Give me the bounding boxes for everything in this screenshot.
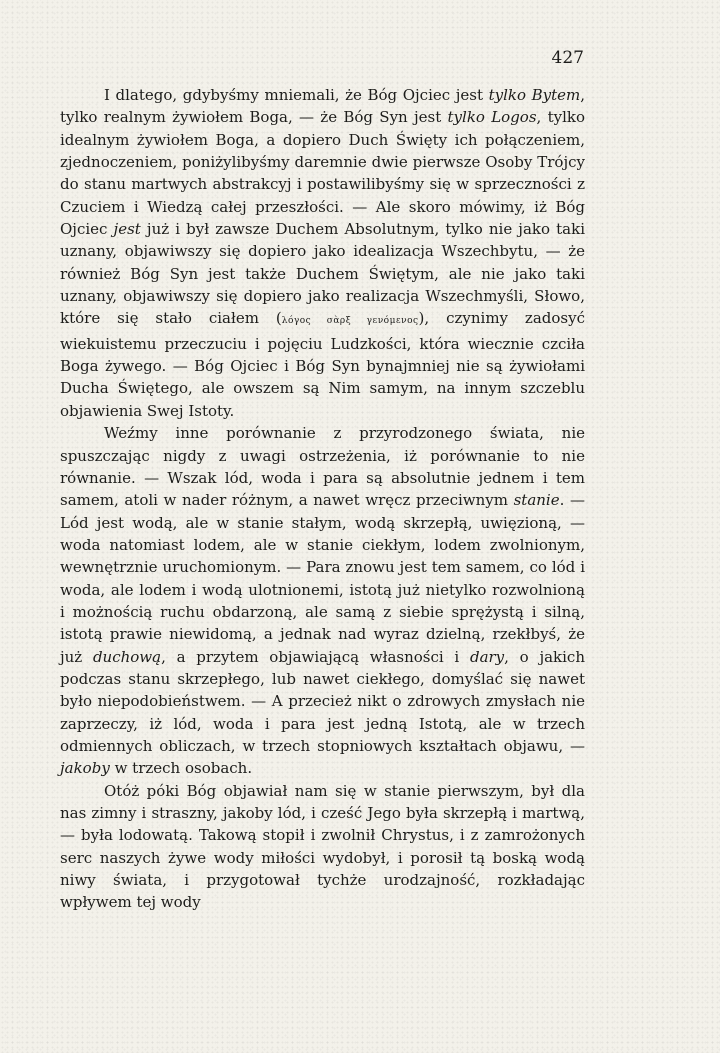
text-span: , tylko realnym żywiołem Boga, — że Bóg Syn jest [60,86,585,127]
text-span: , o jakich podczas stanu skrzepłego, lub nawet ciekłego, domyślać się nawet było niepodobieństwem. — A przecież nikt o zdrowych zmysłach nie zaprzeczy, iż lód, woda i para jest jedną Istotą, ale w trzech odmiennych obliczach, w trzech stopniowych kształtach objawu, — [60,647,585,755]
paragraph [60,422,585,780]
text-span: ), czynimy zadosyć wiekuistemu przeczuciu i pojęciu Ludzkości, która wiecznie czciła Boga żywego. — Bóg Ojciec i Bóg Syn bynajmniej nie są żywiołami Ducha Świętego, ale owszem są Nim samym, na innym szczeblu objawienia Swej Istoty. [60,309,585,420]
page-number: 427 [551,48,584,68]
italic-span: dary [469,647,505,666]
text-span: w trzech osobach. [109,759,253,778]
greek-phrase: λόγος σὰρξ γενόμενος [281,316,419,327]
italic-span: jest [113,220,141,239]
text-span: już i był zawsze Duchem Absolutnym, tylko nie jako taki uznany, objawiwszy się dopiero jako idealizacja Wszechbytu, — że również Bóg Syn jest także Duchem Świętym, ale nie jako taki uznany, objawiwszy się dopiero jako realizacja Wszechmyśli, Słowo, które się stało ciałem ( [60,220,585,328]
text-span: I dlatego, gdybyśmy mniemali, że Bóg Ojciec jest [104,86,489,104]
text-span: Otóż póki Bóg objawiał nam się w stanie pierwszym, był dla nas zimny i straszny, jakoby lód, i cześć Jego była skrzepłą i martwą, — była lodowatą. Takową stopił i zwolnił Chrystus, i z zamrożonych serc naszych żywe wody miłości wydobył, i porosił tą boską wodą niwy świata, i przygotował tychże urodzajność, rozkładając wpływem tej wody [60,781,585,912]
paragraph [60,780,585,914]
italic-span: duchową [92,647,162,666]
text-span: . — Lód jest wodą, ale w stanie stałym, wodą skrzepłą, uwięzioną, — woda natomiast lodem, ale w stanie ciekłym, lodem zwolnionym, wewnętrznie uruchomionym. — Para znowu jest tem samem, co lód i woda, ale lodem i wodą ulotnionemi, istotą już nietylko rozwolnioną i możnością ruchu obdarzoną, ale samą z siebie sprężystą i silną, istotą prawie niewidomą, a jednak nad wyraz dzielną, rzekłbyś, że już [60,491,585,666]
text-body [60,84,585,914]
text-span: Weźmy inne porównanie z przyrodzonego świata, nie spuszczając nigdy z uwagi ostrzeżenia, iż porównanie to nie równanie. — Wszak lód, woda i para są absolutnie jednem i tem samem, atoli w nader różnym, a nawet wręcz przeciwnym [60,424,585,510]
text-span: , tylko idealnym żywiołem Boga, a dopiero Duch Święty ich połączeniem, zjednoczeniem, poniżylibyśmy daremnie dwie pierwsze Osoby Trójcy do stanu martwych abstrakcyj i postawilibyśmy się w sprzeczności z Czuciem i Wiedzą całej przeszłości. — Ale skoro mówimy, iż Bóg Ojciec [60,108,585,239]
paragraph [60,84,585,422]
text-span: , a przytem objawiającą własności i [161,647,470,666]
italic-span: jakoby [60,759,110,778]
italic-span: tylko Logos [447,108,537,127]
italic-span: tylko Bytem [488,86,581,104]
italic-span: stanie [513,491,560,510]
